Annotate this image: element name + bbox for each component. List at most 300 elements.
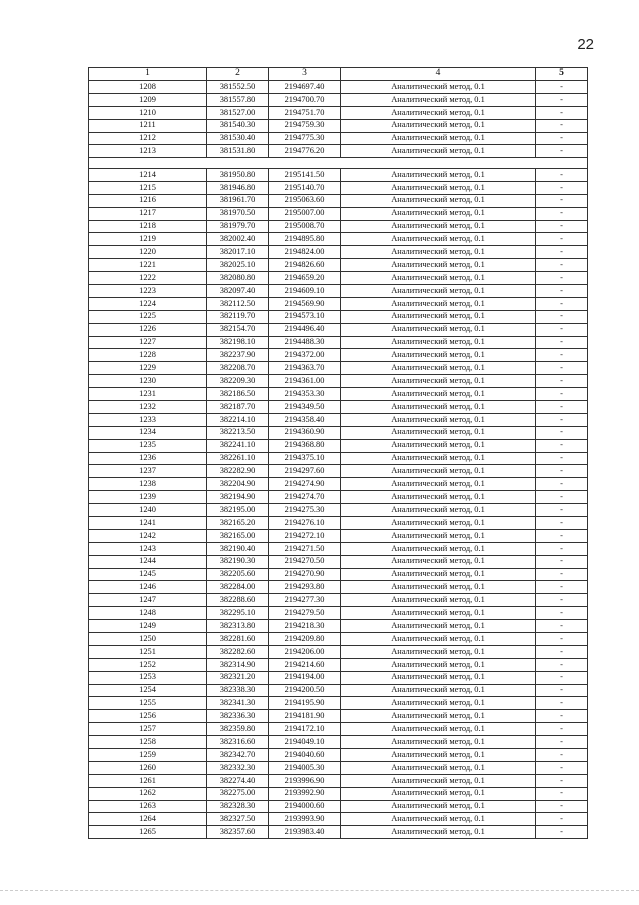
cell-note: - — [536, 194, 588, 207]
cell-y: 2194005.30 — [269, 761, 341, 774]
cell-y: 2194659.20 — [269, 272, 341, 285]
cell-y: 2195007.00 — [269, 207, 341, 220]
table-row — [89, 813, 588, 826]
cell-note: - — [536, 168, 588, 181]
cell-method: Аналитический метод, 0.1 — [341, 233, 536, 246]
cell-note: - — [536, 233, 588, 246]
cell-note: - — [536, 826, 588, 839]
table-row — [89, 168, 588, 181]
table-row — [89, 529, 588, 542]
cell-method: Аналитический метод, 0.1 — [341, 787, 536, 800]
cell-x: 381540.30 — [207, 119, 269, 132]
cell-note: - — [536, 426, 588, 439]
cell-y: 2194000.60 — [269, 800, 341, 813]
cell-method: Аналитический метод, 0.1 — [341, 323, 536, 336]
cell-point-number: 1255 — [89, 697, 207, 710]
cell-method: Аналитический метод, 0.1 — [341, 272, 536, 285]
table-row — [89, 194, 588, 207]
cell-note: - — [536, 607, 588, 620]
cell-x: 382190.30 — [207, 555, 269, 568]
cell-note: - — [536, 697, 588, 710]
cell-x: 382209.30 — [207, 375, 269, 388]
cell-method: Аналитический метод, 0.1 — [341, 132, 536, 145]
cell-x: 381979.70 — [207, 220, 269, 233]
table-row — [89, 207, 588, 220]
cell-note: - — [536, 658, 588, 671]
cell-note: - — [536, 671, 588, 684]
cell-note: - — [536, 272, 588, 285]
cell-x: 382321.20 — [207, 671, 269, 684]
cell-y: 2194181.90 — [269, 710, 341, 723]
cell-method: Аналитический метод, 0.1 — [341, 145, 536, 158]
cell-method: Аналитический метод, 0.1 — [341, 749, 536, 762]
cell-note: - — [536, 736, 588, 749]
cell-point-number: 1228 — [89, 349, 207, 362]
cell-point-number: 1265 — [89, 826, 207, 839]
cell-note: - — [536, 259, 588, 272]
cell-x: 382314.90 — [207, 658, 269, 671]
cell-x: 381527.00 — [207, 106, 269, 119]
cell-y: 2195140.70 — [269, 181, 341, 194]
cell-y: 2194697.40 — [269, 81, 341, 94]
cell-point-number: 1222 — [89, 272, 207, 285]
cell-y: 2194372.00 — [269, 349, 341, 362]
cell-point-number: 1208 — [89, 81, 207, 94]
cell-note: - — [536, 761, 588, 774]
cell-method: Аналитический метод, 0.1 — [341, 620, 536, 633]
cell-y: 2194270.50 — [269, 555, 341, 568]
cell-x: 382327.50 — [207, 813, 269, 826]
table-row — [89, 413, 588, 426]
cell-y: 2194200.50 — [269, 684, 341, 697]
cell-y: 2194206.00 — [269, 645, 341, 658]
cell-note: - — [536, 106, 588, 119]
table-row — [89, 220, 588, 233]
cell-method: Аналитический метод, 0.1 — [341, 658, 536, 671]
cell-point-number: 1219 — [89, 233, 207, 246]
table-row — [89, 362, 588, 375]
cell-note: - — [536, 336, 588, 349]
column-header-point-number: 1 — [89, 68, 207, 81]
cell-method: Аналитический метод, 0.1 — [341, 220, 536, 233]
cell-x: 382237.90 — [207, 349, 269, 362]
cell-x: 382341.30 — [207, 697, 269, 710]
cell-note: - — [536, 787, 588, 800]
table-row — [89, 607, 588, 620]
table-row — [89, 620, 588, 633]
cell-point-number: 1230 — [89, 375, 207, 388]
cell-x: 382274.40 — [207, 774, 269, 787]
table-row — [89, 145, 588, 158]
cell-x: 382282.90 — [207, 465, 269, 478]
cell-method: Аналитический метод, 0.1 — [341, 594, 536, 607]
cell-y: 2194276.10 — [269, 516, 341, 529]
cell-y: 2194349.50 — [269, 400, 341, 413]
cell-x: 382357.60 — [207, 826, 269, 839]
cell-point-number: 1257 — [89, 723, 207, 736]
cell-point-number: 1221 — [89, 259, 207, 272]
cell-x: 382313.80 — [207, 620, 269, 633]
table-row — [89, 491, 588, 504]
cell-method: Аналитический метод, 0.1 — [341, 684, 536, 697]
cell-y: 2194279.50 — [269, 607, 341, 620]
table-row — [89, 761, 588, 774]
table-row — [89, 310, 588, 323]
cell-method: Аналитический метод, 0.1 — [341, 106, 536, 119]
table-row — [89, 452, 588, 465]
cell-point-number: 1254 — [89, 684, 207, 697]
cell-y: 2194609.10 — [269, 284, 341, 297]
cell-x: 381970.50 — [207, 207, 269, 220]
cell-method: Аналитический метод, 0.1 — [341, 516, 536, 529]
cell-y: 2194271.50 — [269, 542, 341, 555]
cell-point-number: 1251 — [89, 645, 207, 658]
table-row — [89, 272, 588, 285]
cell-method: Аналитический метод, 0.1 — [341, 181, 536, 194]
cell-note: - — [536, 504, 588, 517]
cell-method: Аналитический метод, 0.1 — [341, 310, 536, 323]
cell-point-number: 1262 — [89, 787, 207, 800]
table-row — [89, 555, 588, 568]
cell-method: Аналитический метод, 0.1 — [341, 388, 536, 401]
cell-y: 2194274.90 — [269, 478, 341, 491]
table-row — [89, 132, 588, 145]
cell-point-number: 1263 — [89, 800, 207, 813]
cell-point-number: 1248 — [89, 607, 207, 620]
table-row — [89, 93, 588, 106]
cell-x: 382205.60 — [207, 568, 269, 581]
cell-y: 2194218.30 — [269, 620, 341, 633]
cell-point-number: 1231 — [89, 388, 207, 401]
cell-point-number: 1216 — [89, 194, 207, 207]
cell-point-number: 1245 — [89, 568, 207, 581]
cell-y: 2194700.70 — [269, 93, 341, 106]
cell-y: 2194358.40 — [269, 413, 341, 426]
table-row — [89, 336, 588, 349]
cell-x: 382338.30 — [207, 684, 269, 697]
cell-method: Аналитический метод, 0.1 — [341, 93, 536, 106]
table-row — [89, 749, 588, 762]
cell-note: - — [536, 400, 588, 413]
table-row — [89, 568, 588, 581]
cell-note: - — [536, 710, 588, 723]
cell-point-number: 1213 — [89, 145, 207, 158]
cell-y: 2195141.50 — [269, 168, 341, 181]
cell-note: - — [536, 529, 588, 542]
cell-y: 2194751.70 — [269, 106, 341, 119]
cell-note: - — [536, 465, 588, 478]
cell-x: 382195.00 — [207, 504, 269, 517]
cell-note: - — [536, 220, 588, 233]
contour-separator-row — [89, 158, 588, 169]
cell-x: 382359.80 — [207, 723, 269, 736]
cell-method: Аналитический метод, 0.1 — [341, 168, 536, 181]
cell-x: 382119.70 — [207, 310, 269, 323]
cell-method: Аналитический метод, 0.1 — [341, 119, 536, 132]
cell-y: 2194775.30 — [269, 132, 341, 145]
header-row — [89, 68, 588, 81]
cell-method: Аналитический метод, 0.1 — [341, 710, 536, 723]
cell-y: 2194049.10 — [269, 736, 341, 749]
cell-x: 382316.60 — [207, 736, 269, 749]
cell-note: - — [536, 119, 588, 132]
cell-method: Аналитический метод, 0.1 — [341, 826, 536, 839]
table-row — [89, 375, 588, 388]
cell-note: - — [536, 439, 588, 452]
cell-note: - — [536, 723, 588, 736]
table-row — [89, 710, 588, 723]
cell-note: - — [536, 581, 588, 594]
cell-y: 2194496.40 — [269, 323, 341, 336]
cell-note: - — [536, 145, 588, 158]
table-row — [89, 504, 588, 517]
cell-x: 381557.80 — [207, 93, 269, 106]
cell-x: 381961.70 — [207, 194, 269, 207]
cell-point-number: 1236 — [89, 452, 207, 465]
cell-point-number: 1252 — [89, 658, 207, 671]
cell-x: 382080.80 — [207, 272, 269, 285]
table-row — [89, 478, 588, 491]
cell-y: 2194573.10 — [269, 310, 341, 323]
table-row — [89, 684, 588, 697]
cell-point-number: 1238 — [89, 478, 207, 491]
cell-method: Аналитический метод, 0.1 — [341, 671, 536, 684]
cell-point-number: 1234 — [89, 426, 207, 439]
cell-point-number: 1215 — [89, 181, 207, 194]
cell-note: - — [536, 132, 588, 145]
cell-method: Аналитический метод, 0.1 — [341, 207, 536, 220]
cell-point-number: 1209 — [89, 93, 207, 106]
cell-y: 2194209.80 — [269, 633, 341, 646]
cell-note: - — [536, 749, 588, 762]
cell-note: - — [536, 93, 588, 106]
cell-point-number: 1253 — [89, 671, 207, 684]
cell-x: 382154.70 — [207, 323, 269, 336]
cell-point-number: 1258 — [89, 736, 207, 749]
table-row — [89, 581, 588, 594]
cell-note: - — [536, 516, 588, 529]
cell-method: Аналитический метод, 0.1 — [341, 568, 536, 581]
cell-point-number: 1256 — [89, 710, 207, 723]
table-row — [89, 787, 588, 800]
cell-note: - — [536, 375, 588, 388]
cell-method: Аналитический метод, 0.1 — [341, 246, 536, 259]
cell-x: 381552.50 — [207, 81, 269, 94]
cell-note: - — [536, 310, 588, 323]
cell-x: 382017.10 — [207, 246, 269, 259]
cell-note: - — [536, 413, 588, 426]
cell-note: - — [536, 568, 588, 581]
cell-x: 382186.50 — [207, 388, 269, 401]
table-row — [89, 723, 588, 736]
cell-point-number: 1214 — [89, 168, 207, 181]
cell-y: 2195063.60 — [269, 194, 341, 207]
cell-point-number: 1210 — [89, 106, 207, 119]
cell-y: 2194297.60 — [269, 465, 341, 478]
cell-x: 382281.60 — [207, 633, 269, 646]
cell-y: 2194214.60 — [269, 658, 341, 671]
cell-note: - — [536, 684, 588, 697]
cell-method: Аналитический метод, 0.1 — [341, 555, 536, 568]
cell-x: 382213.50 — [207, 426, 269, 439]
column-header-method: 4 — [341, 68, 536, 81]
cell-x: 382208.70 — [207, 362, 269, 375]
cell-point-number: 1226 — [89, 323, 207, 336]
cell-method: Аналитический метод, 0.1 — [341, 761, 536, 774]
cell-method: Аналитический метод, 0.1 — [341, 336, 536, 349]
cell-point-number: 1223 — [89, 284, 207, 297]
cell-x: 382328.30 — [207, 800, 269, 813]
table-row — [89, 426, 588, 439]
cell-x: 382194.90 — [207, 491, 269, 504]
cell-note: - — [536, 284, 588, 297]
table-row — [89, 542, 588, 555]
cell-point-number: 1225 — [89, 310, 207, 323]
table-row — [89, 181, 588, 194]
cell-y: 2194895.80 — [269, 233, 341, 246]
cell-method: Аналитический метод, 0.1 — [341, 633, 536, 646]
cell-y: 2194195.90 — [269, 697, 341, 710]
cell-note: - — [536, 181, 588, 194]
cell-x: 382190.40 — [207, 542, 269, 555]
cell-note: - — [536, 207, 588, 220]
cell-x: 381950.80 — [207, 168, 269, 181]
cell-method: Аналитический метод, 0.1 — [341, 349, 536, 362]
cell-method: Аналитический метод, 0.1 — [341, 375, 536, 388]
cell-x: 381531.80 — [207, 145, 269, 158]
cell-y: 2194360.90 — [269, 426, 341, 439]
cell-method: Аналитический метод, 0.1 — [341, 723, 536, 736]
table-row — [89, 106, 588, 119]
cell-method: Аналитический метод, 0.1 — [341, 439, 536, 452]
cell-y: 2194277.30 — [269, 594, 341, 607]
table-row — [89, 439, 588, 452]
cell-y: 2194375.10 — [269, 452, 341, 465]
table-row — [89, 774, 588, 787]
cell-y: 2194759.30 — [269, 119, 341, 132]
cell-x: 381946.80 — [207, 181, 269, 194]
cell-x: 382165.20 — [207, 516, 269, 529]
cell-point-number: 1212 — [89, 132, 207, 145]
cell-point-number: 1242 — [89, 529, 207, 542]
cell-point-number: 1239 — [89, 491, 207, 504]
cell-point-number: 1227 — [89, 336, 207, 349]
table-row — [89, 800, 588, 813]
cell-point-number: 1246 — [89, 581, 207, 594]
cell-point-number: 1240 — [89, 504, 207, 517]
bottom-scan-line — [0, 890, 639, 891]
cell-y: 2194368.80 — [269, 439, 341, 452]
cell-point-number: 1229 — [89, 362, 207, 375]
cell-method: Аналитический метод, 0.1 — [341, 542, 536, 555]
cell-method: Аналитический метод, 0.1 — [341, 697, 536, 710]
table-row — [89, 400, 588, 413]
table-row — [89, 671, 588, 684]
table-row — [89, 516, 588, 529]
cell-method: Аналитический метод, 0.1 — [341, 736, 536, 749]
table-row — [89, 119, 588, 132]
cell-x: 382275.00 — [207, 787, 269, 800]
cell-x: 382261.10 — [207, 452, 269, 465]
cell-point-number: 1243 — [89, 542, 207, 555]
table-row — [89, 465, 588, 478]
cell-method: Аналитический метод, 0.1 — [341, 452, 536, 465]
cell-method: Аналитический метод, 0.1 — [341, 259, 536, 272]
table-row — [89, 633, 588, 646]
table-row — [89, 284, 588, 297]
cell-x: 382214.10 — [207, 413, 269, 426]
column-header-x: 2 — [207, 68, 269, 81]
cell-point-number: 1224 — [89, 297, 207, 310]
cell-y: 2193983.40 — [269, 826, 341, 839]
cell-y: 2194275.30 — [269, 504, 341, 517]
table-row — [89, 388, 588, 401]
cell-method: Аналитический метод, 0.1 — [341, 194, 536, 207]
cell-note: - — [536, 246, 588, 259]
cell-point-number: 1250 — [89, 633, 207, 646]
cell-note: - — [536, 555, 588, 568]
cell-note: - — [536, 594, 588, 607]
cell-x: 382284.00 — [207, 581, 269, 594]
table-row — [89, 323, 588, 336]
table-row — [89, 246, 588, 259]
cell-point-number: 1237 — [89, 465, 207, 478]
cell-note: - — [536, 388, 588, 401]
table-row — [89, 349, 588, 362]
cell-x: 382002.40 — [207, 233, 269, 246]
cell-point-number: 1217 — [89, 207, 207, 220]
cell-x: 382282.60 — [207, 645, 269, 658]
cell-note: - — [536, 349, 588, 362]
cell-method: Аналитический метод, 0.1 — [341, 284, 536, 297]
cell-point-number: 1233 — [89, 413, 207, 426]
cell-point-number: 1247 — [89, 594, 207, 607]
cell-method: Аналитический метод, 0.1 — [341, 607, 536, 620]
page-number: 22 — [577, 36, 594, 53]
cell-note: - — [536, 620, 588, 633]
cell-y: 2194353.30 — [269, 388, 341, 401]
cell-x: 382342.70 — [207, 749, 269, 762]
cell-x: 382288.60 — [207, 594, 269, 607]
cell-point-number: 1259 — [89, 749, 207, 762]
cell-y: 2193996.90 — [269, 774, 341, 787]
cell-point-number: 1260 — [89, 761, 207, 774]
table-body — [89, 81, 588, 839]
table-row — [89, 826, 588, 839]
cell-note: - — [536, 633, 588, 646]
cell-y: 2193992.90 — [269, 787, 341, 800]
cell-method: Аналитический метод, 0.1 — [341, 813, 536, 826]
coordinates-table — [88, 67, 588, 839]
table-row — [89, 259, 588, 272]
table-row — [89, 697, 588, 710]
cell-y: 2194363.70 — [269, 362, 341, 375]
table-row — [89, 81, 588, 94]
cell-point-number: 1218 — [89, 220, 207, 233]
cell-method: Аналитический метод, 0.1 — [341, 800, 536, 813]
cell-method: Аналитический метод, 0.1 — [341, 465, 536, 478]
cell-point-number: 1241 — [89, 516, 207, 529]
cell-x: 381530.40 — [207, 132, 269, 145]
cell-method: Аналитический метод, 0.1 — [341, 645, 536, 658]
cell-point-number: 1249 — [89, 620, 207, 633]
cell-y: 2194361.00 — [269, 375, 341, 388]
cell-note: - — [536, 478, 588, 491]
cell-x: 382336.30 — [207, 710, 269, 723]
cell-x: 382025.10 — [207, 259, 269, 272]
cell-method: Аналитический метод, 0.1 — [341, 362, 536, 375]
cell-y: 2194274.70 — [269, 491, 341, 504]
